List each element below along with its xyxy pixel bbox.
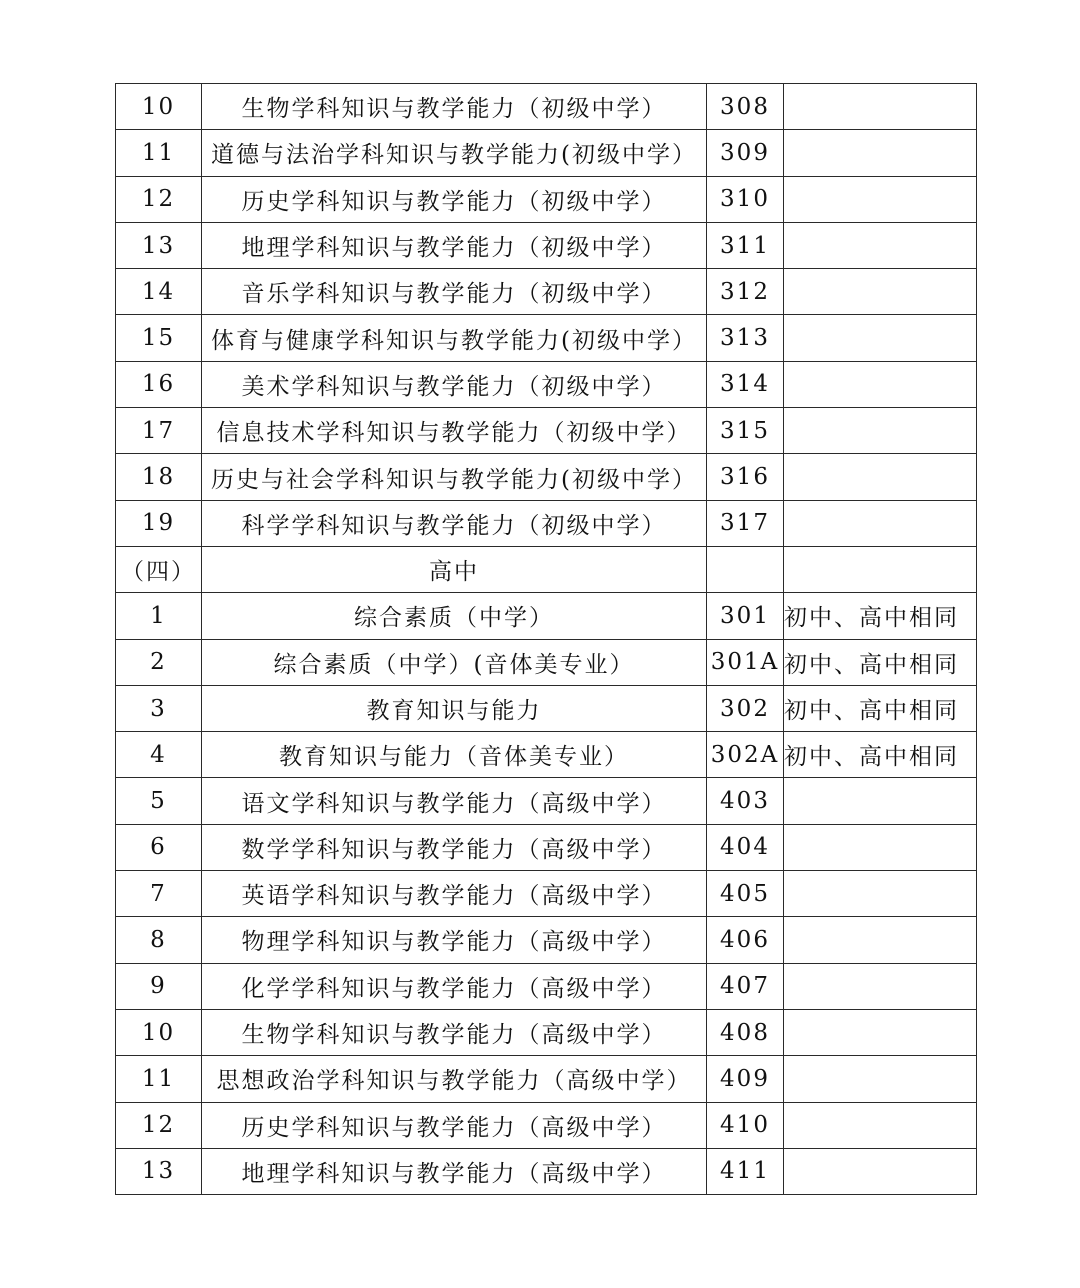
- subject-code: 406: [707, 917, 784, 963]
- subject-name: 音乐学科知识与教学能力（初级中学）: [202, 269, 707, 315]
- subject-name: 生物学科知识与教学能力（高级中学）: [202, 1009, 707, 1055]
- subject-code: 411: [707, 1148, 784, 1194]
- subject-code: 310: [707, 176, 784, 222]
- table-row: [116, 1009, 977, 1055]
- subject-name: 教育知识与能力: [202, 685, 707, 731]
- table-row: [116, 1148, 977, 1194]
- table-row: [116, 176, 977, 222]
- row-index: 19: [116, 500, 202, 546]
- subject-code: [707, 546, 784, 592]
- row-index: 10: [116, 84, 202, 130]
- subject-code: 407: [707, 963, 784, 1009]
- subject-note: [784, 222, 977, 268]
- subject-note: [784, 546, 977, 592]
- row-index: 12: [116, 1102, 202, 1148]
- row-index: 18: [116, 454, 202, 500]
- subject-note: [784, 1148, 977, 1194]
- subject-name: 综合素质（中学）: [202, 593, 707, 639]
- subject-name: 美术学科知识与教学能力（初级中学）: [202, 361, 707, 407]
- row-index: 6: [116, 824, 202, 870]
- subject-name: 道德与法治学科知识与教学能力(初级中学）: [202, 130, 707, 176]
- subject-code: 311: [707, 222, 784, 268]
- subject-note: [784, 361, 977, 407]
- section-title: 高中: [202, 546, 707, 592]
- table-row: [116, 130, 977, 176]
- subject-name: 地理学科知识与教学能力（高级中学）: [202, 1148, 707, 1194]
- subject-code: 301: [707, 593, 784, 639]
- subject-code: 317: [707, 500, 784, 546]
- row-index: 17: [116, 408, 202, 454]
- subject-note: 初中、高中相同: [784, 639, 977, 685]
- subject-name: 历史学科知识与教学能力（初级中学）: [202, 176, 707, 222]
- table-row: [116, 1102, 977, 1148]
- section-index: （四）: [116, 546, 202, 592]
- subject-note: [784, 500, 977, 546]
- subject-note: 初中、高中相同: [784, 593, 977, 639]
- row-index: 1: [116, 593, 202, 639]
- subject-code: 405: [707, 871, 784, 917]
- table-row: [116, 408, 977, 454]
- subject-name: 生物学科知识与教学能力（初级中学）: [202, 84, 707, 130]
- subject-name: 语文学科知识与教学能力（高级中学）: [202, 778, 707, 824]
- subject-note: [784, 871, 977, 917]
- row-index: 16: [116, 361, 202, 407]
- subject-name: 科学学科知识与教学能力（初级中学）: [202, 500, 707, 546]
- row-index: 2: [116, 639, 202, 685]
- row-index: 9: [116, 963, 202, 1009]
- subject-name: 历史学科知识与教学能力（高级中学）: [202, 1102, 707, 1148]
- subject-note: [784, 1009, 977, 1055]
- subject-code: 409: [707, 1056, 784, 1102]
- subject-code: 308: [707, 84, 784, 130]
- subject-name: 英语学科知识与教学能力（高级中学）: [202, 871, 707, 917]
- table-row: [116, 685, 977, 731]
- row-index: 12: [116, 176, 202, 222]
- subject-name: 物理学科知识与教学能力（高级中学）: [202, 917, 707, 963]
- subject-note: [784, 917, 977, 963]
- subject-name: 地理学科知识与教学能力（初级中学）: [202, 222, 707, 268]
- row-index: 14: [116, 269, 202, 315]
- table-row: [116, 639, 977, 685]
- row-index: 13: [116, 222, 202, 268]
- subject-note: [784, 269, 977, 315]
- table-row: [116, 1056, 977, 1102]
- subject-note: [784, 778, 977, 824]
- subject-name: 体育与健康学科知识与教学能力(初级中学）: [202, 315, 707, 361]
- table-row: [116, 454, 977, 500]
- table-row: [116, 732, 977, 778]
- subject-note: [784, 130, 977, 176]
- subject-name: 信息技术学科知识与教学能力（初级中学）: [202, 408, 707, 454]
- subject-note: [784, 84, 977, 130]
- subject-code: 313: [707, 315, 784, 361]
- subject-note: [784, 408, 977, 454]
- section-header-row: [116, 546, 977, 592]
- subject-note: [784, 963, 977, 1009]
- subject-code: 302: [707, 685, 784, 731]
- table-row: [116, 871, 977, 917]
- row-index: 8: [116, 917, 202, 963]
- row-index: 10: [116, 1009, 202, 1055]
- row-index: 15: [116, 315, 202, 361]
- table-row: [116, 778, 977, 824]
- row-index: 5: [116, 778, 202, 824]
- subject-note: [784, 1056, 977, 1102]
- subject-note: 初中、高中相同: [784, 685, 977, 731]
- row-index: 4: [116, 732, 202, 778]
- subject-name: 历史与社会学科知识与教学能力(初级中学）: [202, 454, 707, 500]
- table-row: [116, 593, 977, 639]
- subject-code: 314: [707, 361, 784, 407]
- table-row: [116, 500, 977, 546]
- subject-name: 教育知识与能力（音体美专业）: [202, 732, 707, 778]
- table-row: [116, 84, 977, 130]
- subject-code: 408: [707, 1009, 784, 1055]
- table-row: [116, 361, 977, 407]
- subject-note: [784, 176, 977, 222]
- subject-note: [784, 824, 977, 870]
- subject-code: 302A: [707, 732, 784, 778]
- subject-code: 309: [707, 130, 784, 176]
- table-row: [116, 269, 977, 315]
- subject-note: [784, 1102, 977, 1148]
- table-row: [116, 222, 977, 268]
- subject-note: [784, 454, 977, 500]
- row-index: 3: [116, 685, 202, 731]
- table-row: [116, 824, 977, 870]
- subject-code: 315: [707, 408, 784, 454]
- exam-subject-table: [115, 83, 977, 1195]
- subject-code: 316: [707, 454, 784, 500]
- subject-code: 404: [707, 824, 784, 870]
- subject-name: 思想政治学科知识与教学能力（高级中学）: [202, 1056, 707, 1102]
- table-row: [116, 315, 977, 361]
- table-row: [116, 963, 977, 1009]
- row-index: 7: [116, 871, 202, 917]
- subject-name: 数学学科知识与教学能力（高级中学）: [202, 824, 707, 870]
- table-row: [116, 917, 977, 963]
- subject-name: 综合素质（中学）(音体美专业）: [202, 639, 707, 685]
- subject-note: 初中、高中相同: [784, 732, 977, 778]
- subject-code: 312: [707, 269, 784, 315]
- row-index: 13: [116, 1148, 202, 1194]
- row-index: 11: [116, 130, 202, 176]
- subject-code: 301A: [707, 639, 784, 685]
- subject-code: 403: [707, 778, 784, 824]
- subject-name: 化学学科知识与教学能力（高级中学）: [202, 963, 707, 1009]
- subject-note: [784, 315, 977, 361]
- subject-code: 410: [707, 1102, 784, 1148]
- row-index: 11: [116, 1056, 202, 1102]
